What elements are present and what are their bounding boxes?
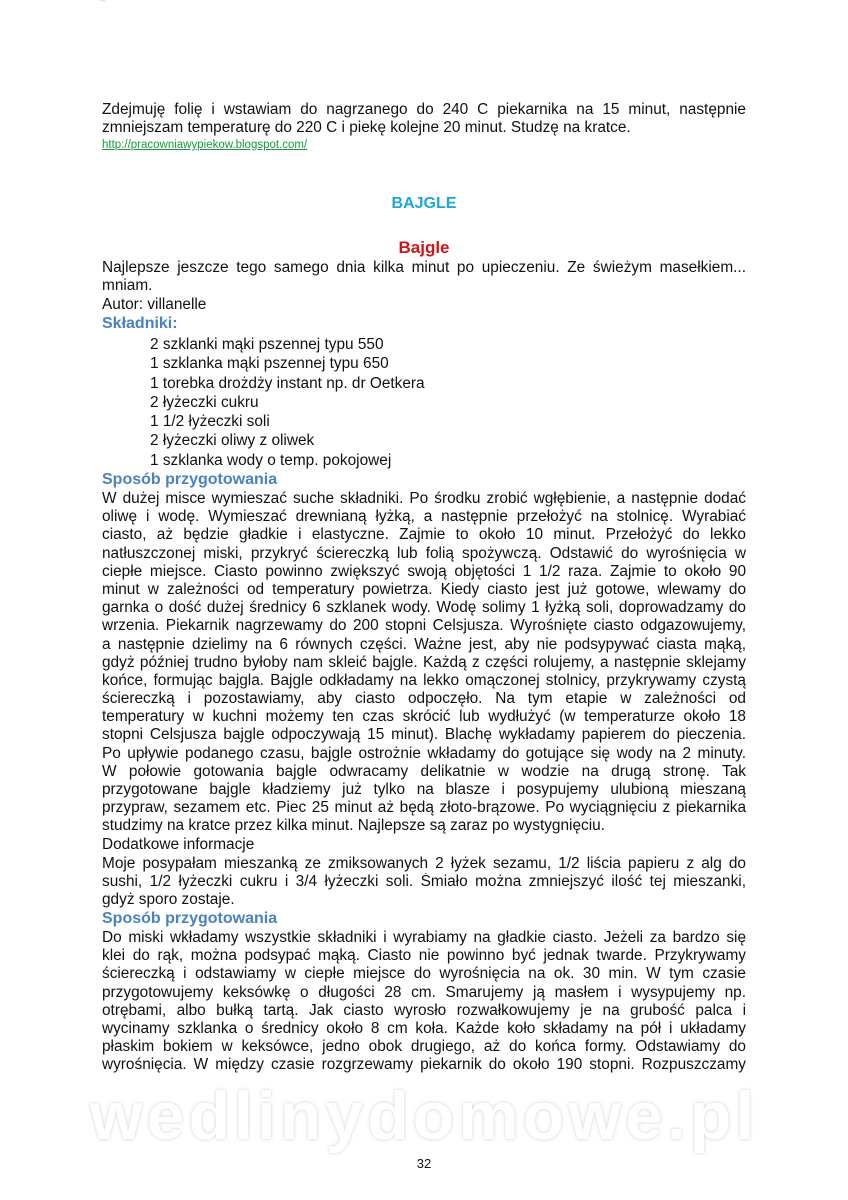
ingredient-item: 1 torebka drożdży instant np. dr Oetkera [150, 374, 425, 392]
text-line: ściereczką i pozostawiamy, aby ciasto odpoczęło. Na tym etapie w zależności od [102, 690, 746, 708]
text-line: oliwę i wodę. Wymieszać drewnianą łyżką, a następnie przełożyć na stolnicę. Wyrabiać [102, 508, 746, 526]
extra-info-paragraph [102, 855, 746, 910]
text-line: wycinamy szklanka o średnicy około 8 cm koła. Każde koło składamy na pół i układamy [102, 1019, 746, 1037]
text-line: płaskim bokiem w keksówce, jedno obok drugiego, aż do końca formy. Odstawiamy do [102, 1038, 746, 1056]
text-line: minut w zależności od temperatury powietrza. Kiedy ciasto jest już gotowe, wlewamy do [102, 580, 746, 598]
page-number: 32 [416, 1156, 432, 1171]
text-line: Zdejmuję folię i wstawiam do nagrzanego do 240 C piekarnika na 15 minut, następnie [102, 101, 746, 118]
source-link[interactable]: http://pracowniawypiekow.blogspot.com/ [102, 139, 308, 151]
method-heading-1: Sposób przygotowania [102, 471, 278, 488]
text-line: otrębami, albo bułką tartą. Jak ciasto wyrosło rozwałkowujemy je na grubość palca i [102, 1001, 746, 1019]
text-line: wrzenia. Piekarnik nagrzewamy do 200 stopni Celsjusza. Wyrośnięte ciasto odgazowujemy, [102, 617, 746, 635]
watermark: wedlinydomowe.pl [89, 1078, 759, 1154]
text-line: a następnie dzielimy na 6 równych części. Ważne jest, aby nie podsypywać ciasta mąką, [102, 635, 746, 653]
text-line: ciasto, aż będzie gładkie i elastyczne. Zajmie to około 10 minut. Przełożyć do lekko [102, 526, 746, 544]
recipe-description [102, 259, 746, 295]
text-line: ściereczką i odstawiamy w ciepłe miejsce do wyrośnięcia na ok. 30 min. W tym czasie [102, 965, 746, 983]
text-line: Do miski wkładamy wszystkie składniki i wyrabiamy na gładkie ciasto. Jeżeli za bardzo się [102, 929, 746, 946]
text-line: natłuszczonej miski, przykryć ściereczką lub folią spożywczą. Odstawić do wyrośnięcia w [102, 544, 746, 562]
extra-info-heading: Dodatkowe informacje [102, 836, 255, 853]
text-line: Po upływie podanego czasu, bajgle ostrożnie wkładamy do gotujące się wody na 2 minuty. [102, 744, 746, 762]
recipe-title: Bajgle [398, 238, 450, 257]
ingredient-item: 2 łyżeczki cukru [150, 393, 259, 411]
text-line: przygotowujemy keksówkę o długości 28 cm. Smarujemy ją masłem i wysypujemy np. [102, 983, 746, 1001]
ingredients-list [150, 335, 425, 470]
text-line: W połowie gotowania bajgle odwracamy delikatnie w wodzie na drugą stronę. Tak [102, 762, 746, 780]
text-line: przypraw, sezamem etc. Piec 25 minut aż będą złoto-brązowe. Po wyciągnięciu z piekarnika [102, 799, 746, 817]
text-line: garnka o dość dużej średnicy 6 szklanek wody. Wodę solimy 1 łyżką soli, doprowadzamy do [102, 599, 746, 617]
ingredient-item: 2 łyżeczki oliwy z oliwek [150, 432, 315, 450]
text-line: wyrośnięcia. W między czasie rozgrzewamy piekarnik do około 190 stopni. Rozpuszczamy [102, 1056, 746, 1074]
text-line: W dużej misce wymieszać suche składniki. Po środku zrobić wgłębienie, a następnie dodać [102, 490, 746, 507]
ingredient-item: 1 szklanka wody o temp. pokojowej [150, 451, 392, 469]
text-line: końce, formując bajgla. Bajgle odkładamy na lekko omączonej stolnicy, przykrywamy czystą [102, 671, 746, 689]
intro-paragraph [102, 101, 746, 137]
ingredient-item: 1 szklanka mąki pszennej typu 650 [150, 355, 389, 373]
section-title: BAJGLE [391, 195, 457, 212]
method-paragraph-2 [102, 929, 746, 1075]
method-heading-2: Sposób przygotowania [102, 910, 278, 927]
text-line: Moje posypałam mieszanką ze zmiksowanych 2 łyżek sezamu, 1/2 liścia papieru z alg do [102, 855, 746, 872]
text-line: stopni Celsjusza bajgle odpoczywają 15 minut). Blachę wykładamy papierem do pieczenia. [102, 726, 746, 744]
text-line: temperatury w kuchni możemy ten czas skrócić lub wydłużyć (w temperaturze około 18 [102, 708, 746, 726]
text-line: studzimy na kratce przez kilka minut. Najlepsze są zaraz po wystygnięciu. [102, 817, 605, 835]
recipe-author: Autor: villanelle [102, 296, 207, 313]
text-line: zmniejszam temperaturę do 220 C i piekę kolejne 20 minut. Studzę na kratce. [102, 119, 631, 137]
ingredient-item: 2 szklanki mąki pszennej typu 550 [150, 336, 384, 353]
text-line: przygotowane bajgle kładziemy już tylko na blasze i posypujemy ulubioną mieszaną [102, 781, 746, 798]
text-line: mniam. [102, 277, 153, 295]
corner-mark: -- [100, 0, 106, 5]
text-line: ciepłe miejsce. Ciasto powinno zwiększyć swoją objętości 1 1/2 raza. Zajmie to około 90 [102, 562, 746, 580]
text-line: Najlepsze jeszcze tego samego dnia kilka minut po upieczeniu. Ze świeżym masełkiem... [102, 259, 746, 276]
method-paragraph-1 [102, 490, 746, 836]
ingredient-item: 1 1/2 łyżeczki soli [150, 413, 270, 431]
ingredients-heading: Składniki: [102, 315, 178, 332]
text-line: gdyż sporo zostaje. [102, 891, 235, 909]
text-line: sushi, 1/2 łyżeczki cukru i 3/4 łyżeczki soli. Śmiało można zmniejszyć ilość tej mieszanki, [102, 873, 746, 891]
text-line: gdyż później trudno byłoby nam skleić bajgle. Każdą z części rolujemy, a następnie sklejamy [102, 653, 746, 671]
text-line: klei do rąk, można podsypać mąką. Ciasto nie powinno być jednak twarde. Przykrywamy [102, 947, 746, 965]
